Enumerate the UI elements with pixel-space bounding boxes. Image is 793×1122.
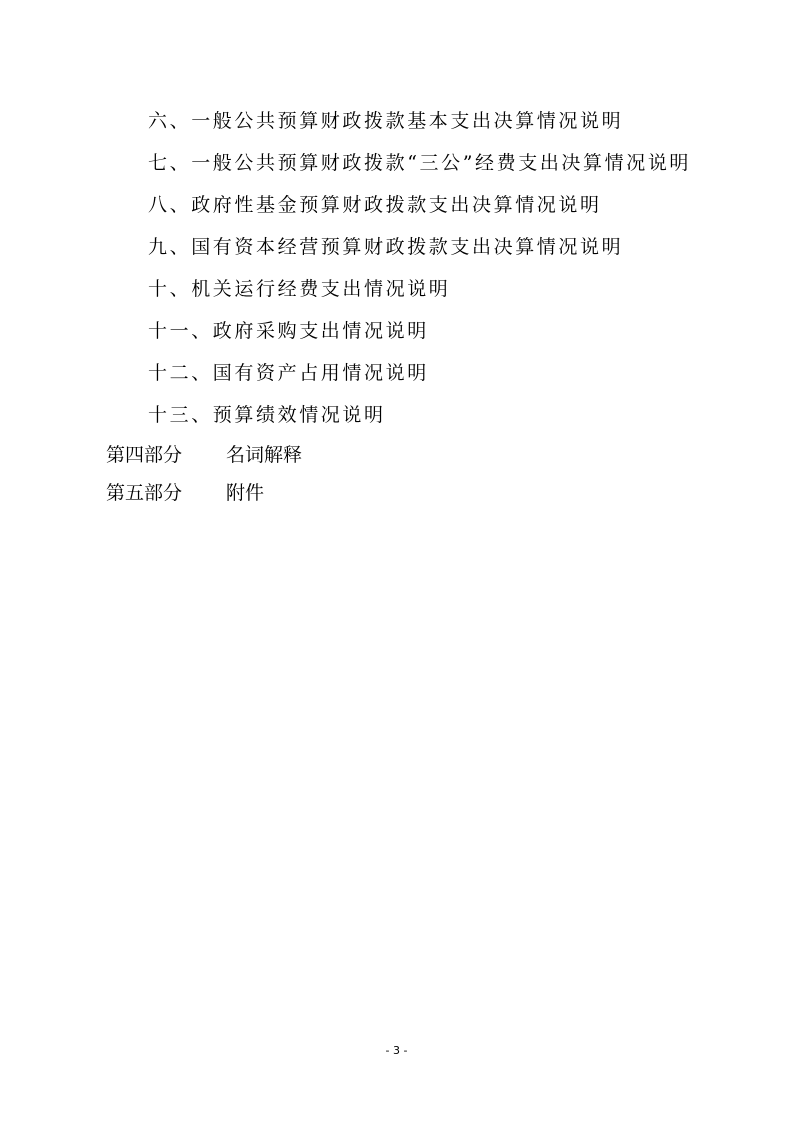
- part-number: 第四部分: [106, 444, 183, 466]
- toc-part-5: [106, 474, 696, 512]
- toc-item-6: 六、一般公共预算财政拨款基本支出决算情况说明: [148, 110, 624, 132]
- toc-item-10: 十、机关运行经费支出情况说明: [148, 278, 451, 300]
- toc-item-8: 八、政府性基金预算财政拨款支出决算情况说明: [148, 194, 602, 216]
- toc-item-12: 十二、国有资产占用情况说明: [148, 362, 429, 384]
- part-title: 附件: [226, 482, 265, 504]
- toc-part-4: [106, 436, 696, 474]
- part-title: 名词解释: [226, 444, 303, 466]
- toc-item-13: 十三、预算绩效情况说明: [148, 404, 386, 426]
- page-number: - 3 -: [385, 1044, 408, 1057]
- table-of-contents: [106, 100, 696, 512]
- part-number: 第五部分: [106, 482, 183, 504]
- toc-item-9: 九、国有资本经营预算财政拨款支出决算情况说明: [148, 236, 624, 258]
- toc-item-11: 十一、政府采购支出情况说明: [148, 320, 429, 342]
- toc-item-7: 七、一般公共预算财政拨款“三公”经费支出决算情况说明: [148, 152, 692, 174]
